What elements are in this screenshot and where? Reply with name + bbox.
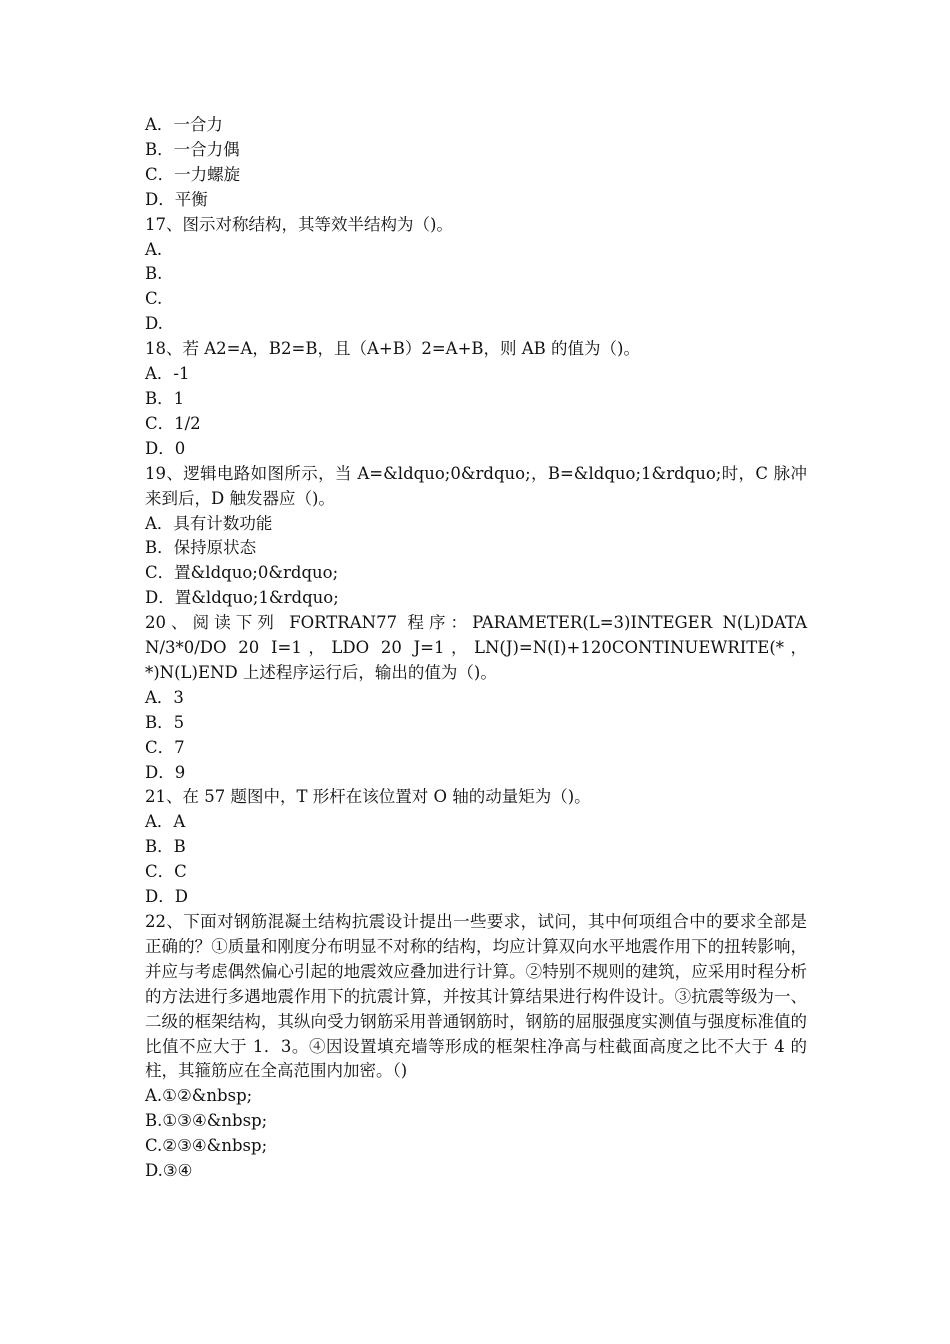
q20-option-b: B．5 bbox=[145, 712, 185, 732]
q20-option-a: A．3 bbox=[145, 687, 184, 707]
option-d: D．平衡 bbox=[145, 189, 208, 209]
q19-option-c: C．置&ldquo;0&rdquo; bbox=[145, 563, 339, 583]
option-b: B．一合力偶 bbox=[145, 139, 240, 159]
q20-option-c: C．7 bbox=[145, 737, 185, 757]
q17-option-d: D. bbox=[145, 314, 163, 334]
q20-option-d: D．9 bbox=[145, 762, 186, 782]
q22-option-c: C.②③④&nbsp; bbox=[145, 1136, 268, 1156]
q19-option-d: D．置&ldquo;1&rdquo; bbox=[145, 588, 339, 608]
question-17: 17、图示对称结构，其等效半结构为（)。 bbox=[145, 214, 453, 234]
option-a: A．一合力 bbox=[145, 115, 223, 134]
q18-option-a: A．-1 bbox=[145, 364, 190, 384]
q17-option-a: A. bbox=[145, 239, 163, 259]
q21-option-a: A．A bbox=[145, 812, 186, 832]
q18-option-b: B．1 bbox=[145, 388, 185, 408]
q17-option-c: C. bbox=[145, 289, 163, 309]
option-c: C．一力螺旋 bbox=[145, 164, 241, 184]
q18-option-d: D．0 bbox=[145, 438, 186, 458]
question-21: 21、在 57 题图中，T 形杆在该位置对 O 轴的动量矩为（)。 bbox=[145, 787, 591, 807]
q22-option-a: A.①②&nbsp; bbox=[145, 1086, 253, 1106]
q22-option-b: B.①③④&nbsp; bbox=[145, 1111, 268, 1131]
q21-option-d: D．D bbox=[145, 887, 188, 907]
q17-option-b: B. bbox=[145, 264, 163, 284]
q21-option-c: C．C bbox=[145, 862, 187, 882]
q19-option-a: A．具有计数功能 bbox=[145, 513, 273, 533]
question-19: 19、逻辑电路如图所示，当 A=&ldquo;0&rdquo;，B=&ldquo;1&rdquo;时，C 脉冲来到后，D 触发器应（)。 bbox=[145, 463, 807, 508]
q18-option-c: C．1/2 bbox=[145, 413, 201, 433]
document-page bbox=[145, 113, 807, 1184]
question-20: 20、阅读下列 FORTRAN77 程序：PARAMETER(L=3)INTEGER N(L)DATA N/3*0/DO 20 I=1，LDO 20 J=1，LN(J)=N(I)+120CONTINUEWRITE(*，*)N(L)END 上述程序运行后，输出的值为（)。 bbox=[145, 613, 807, 682]
q21-option-b: B．B bbox=[145, 837, 186, 857]
q22-option-d: D.③④ bbox=[145, 1161, 193, 1181]
question-22: 22、下面对钢筋混凝土结构抗震设计提出一些要求，试问，其中何项组合中的要求全部是正确的？①质量和刚度分布明显不对称的结构，均应计算双向水平地震作用下的扭转影响，并应与考虑偶然偏心引起的地震效应叠加进行计算。②特别不规则的建筑，应采用时程分析的方法进行多遇地震作用下的抗震计算，并按其计算结果进行构件设计。③抗震等级为一、二级的框架结构，其纵向受力钢筋采用普通钢筋时，钢筋的屈服强度实测值与强度标准值的比值不应大于 1．3。④因设置填充墙等形成的框架柱净高与柱截面高度之比不大于 4 的柱，其箍筋应在全高范围内加密。（) bbox=[145, 912, 807, 1081]
q19-option-b: B．保持原状态 bbox=[145, 538, 257, 558]
question-18: 18、若 A2=A，B2=B，且（A+B）2=A+B，则 AB 的值为（)。 bbox=[145, 339, 640, 359]
